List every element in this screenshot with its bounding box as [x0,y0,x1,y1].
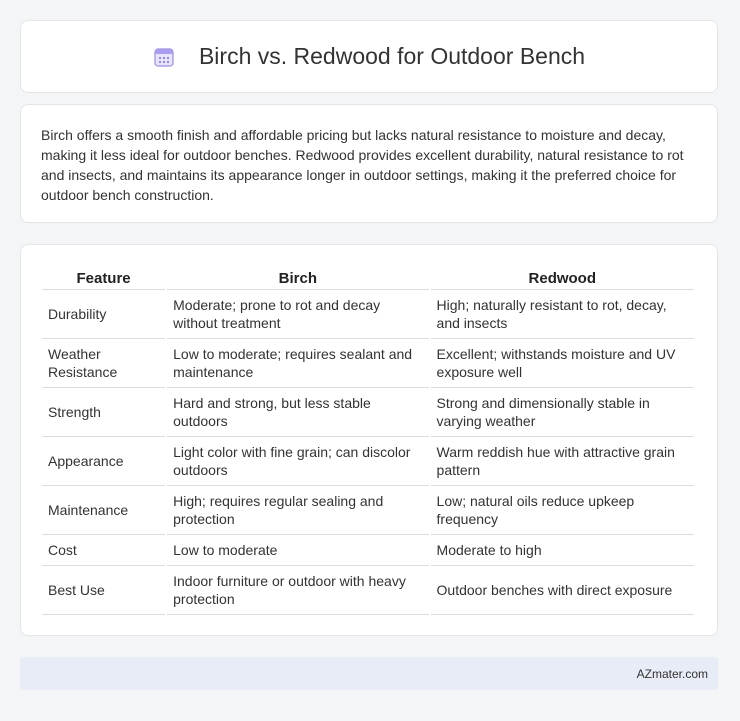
header-feature: Feature [42,265,165,290]
redwood-cell: Strong and dimensionally stable in varying weather [431,388,694,437]
redwood-cell: Low; natural oils reduce upkeep frequency [431,486,694,535]
redwood-cell: Moderate to high [431,535,694,566]
birch-cell: Hard and strong, but less stable outdoors [167,388,428,437]
birch-cell: Low to moderate; requires sealant and maintenance [167,339,428,388]
footer [20,657,718,690]
redwood-cell: Excellent; withstands moisture and UV exposure well [431,339,694,388]
title-card [20,20,718,93]
feature-cell: Strength [42,388,165,437]
table-row [42,486,694,535]
feature-cell: Cost [42,535,165,566]
feature-cell: Durability [42,290,165,339]
birch-cell: Indoor furniture or outdoor with heavy protection [167,566,428,615]
calendar-icon [153,46,175,68]
birch-cell: Low to moderate [167,535,428,566]
summary-text: Birch offers a smooth finish and affordable pricing but lacks natural resistance to moisture and decay, making it less ideal for outdoor benches. Redwood provides excellent durability, natural resistance to rot and insects, and maintains its appearance longer in outdoor settings, making it the preferred choice for outdoor bench construction. [41,127,684,203]
redwood-cell: Outdoor benches with direct exposure [431,566,694,615]
table-row [42,339,694,388]
header-birch: Birch [167,265,428,290]
birch-cell: High; requires regular sealing and protection [167,486,428,535]
table-row [42,437,694,486]
table-row [42,388,694,437]
summary-card [20,104,718,223]
header-redwood: Redwood [431,265,694,290]
feature-cell: Weather Resistance [42,339,165,388]
footer-site-label: AZmater.com [636,666,708,681]
table-header-row [42,265,694,290]
feature-cell: Best Use [42,566,165,615]
page-title-text: Birch vs. Redwood for Outdoor Bench [198,43,586,69]
feature-cell: Appearance [42,437,165,486]
comparison-table-card [20,244,718,636]
birch-cell: Moderate; prone to rot and decay without treatment [167,290,428,339]
redwood-cell: High; naturally resistant to rot, decay, and insects [431,290,694,339]
comparison-table [40,265,696,615]
birch-cell: Light color with fine grain; can discolor outdoors [167,437,428,486]
page-title [153,43,585,70]
table-row [42,535,694,566]
table-row [42,290,694,339]
feature-cell: Maintenance [42,486,165,535]
table-row [42,566,694,615]
redwood-cell: Warm reddish hue with attractive grain pattern [431,437,694,486]
